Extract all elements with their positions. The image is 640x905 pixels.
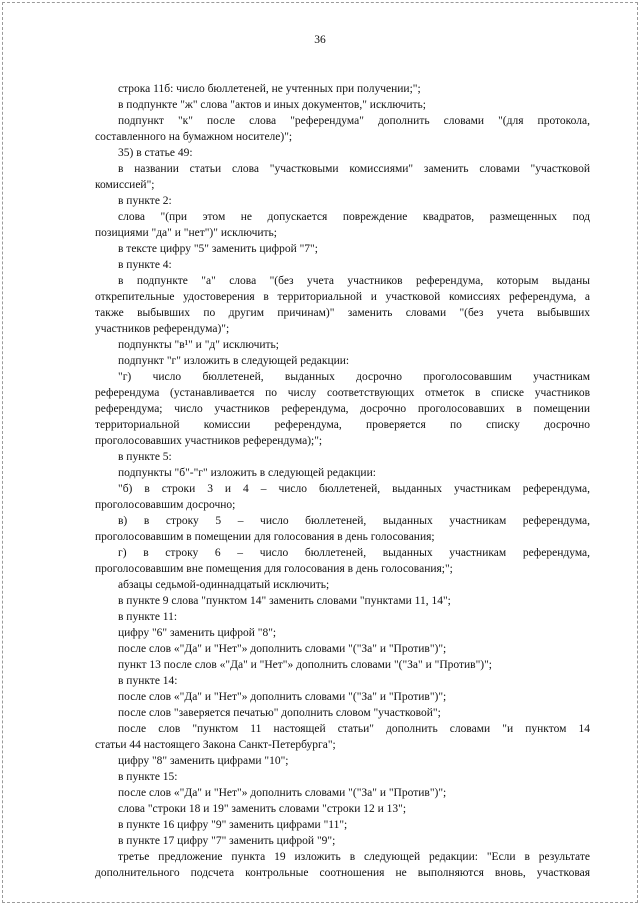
text-line: цифру "8" заменить цифрами "10";	[118, 755, 289, 767]
text-line: в подпункте "ж" слова "актов и иных документов," исключить;	[118, 99, 426, 111]
text-line: после слов "пунктом 11 настоящей статьи" дополнить словами "и пунктом 14	[118, 723, 590, 735]
text-line: в пункте 4:	[118, 259, 172, 271]
text-line: подпункты "б"-"г" изложить в следующей редакции:	[118, 467, 376, 479]
text-line: после слов "заверяется печатью" дополнить словом "участковой";	[118, 707, 441, 719]
text-line: подпункт "г" изложить в следующей редакции:	[118, 355, 350, 367]
text-line: абзацы седьмой-одиннадцатый исключить;	[118, 579, 330, 591]
text-line: проголосовавшим в помещении для голосования в день голосования;	[95, 531, 435, 543]
text-line: открепительные удостоверения в территориальной и участковой комиссиях референдума, а	[95, 291, 590, 303]
text-line: составленного на бумажном носителе)";	[95, 131, 293, 143]
text-line: статьи 44 настоящего Закона Санкт-Петербурга";	[95, 739, 336, 751]
text-line: в пункте 11:	[118, 611, 178, 623]
text-line: проголосовавшим вне помещения для голосования в день голосования;";	[95, 563, 453, 575]
text-line: в пункте 16 цифру "9" заменить цифрами "11";	[118, 819, 348, 831]
text-line: г) в строку 6 – число бюллетеней, выданных участникам референдума,	[118, 547, 590, 559]
text-line: после слов «"Да" и "Нет"» дополнить словами "("За" и "Против")";	[118, 691, 447, 703]
text-line: в названии статьи слова "участковыми комиссиями" заменить словами "участковой	[118, 163, 590, 175]
text-line: пункт 13 после слов «"Да" и "Нет"» дополнить словами "("За" и "Против")";	[118, 659, 493, 671]
text-line: в тексте цифру "5" заменить цифрой "7";	[118, 243, 318, 255]
text-line: участников референдума)";	[95, 323, 230, 335]
text-line: также выбывших по другим причинам)" заменить словами "(без учета выбывших	[95, 307, 590, 319]
text-line: в пункте 17 цифру "7" заменить цифрой "9";	[118, 835, 336, 847]
text-line: слова "строки 18 и 19" заменить словами "строки 12 и 13";	[118, 803, 407, 815]
text-line: цифру "6" заменить цифрой "8";	[118, 627, 277, 639]
page-number: 36	[314, 34, 326, 46]
text-line: в подпункте "а" слова "(без учета участников референдума, которым выданы	[118, 275, 590, 287]
text-line: слова "(при этом не допускается повреждение квадратов, размещенных под	[118, 211, 590, 223]
text-line: после слов «"Да" и "Нет"» дополнить словами "("За" и "Против")";	[118, 787, 447, 799]
text-line: комиссией";	[95, 179, 155, 191]
text-line: в пункте 9 слова "пунктом 14" заменить словами "пунктами 11, 14";	[118, 595, 451, 607]
text-line: позициями "да" и "нет")" исключить;	[95, 227, 277, 239]
text-line: в) в строку 5 – число бюллетеней, выданных участникам референдума,	[118, 515, 590, 527]
text-line: в пункте 14:	[118, 675, 178, 687]
text-line: в пункте 15:	[118, 771, 178, 783]
text-line: референдума (устанавливается по числу соответствующих отметок в списке участников	[95, 387, 590, 399]
text-line: третье предложение пункта 19 изложить в следующей редакции: "Если в результате	[118, 851, 590, 863]
text-line: референдума; число участников референдума, досрочно проголосовавших в помещении	[95, 403, 590, 415]
text-line: строка 11б: число бюллетеней, не учтенных при получении;";	[118, 83, 421, 95]
text-line: в пункте 2:	[118, 195, 172, 207]
text-line: после слов «"Да" и "Нет"» дополнить словами "("За" и "Против")";	[118, 643, 447, 655]
text-line: проголосовавшим досрочно;	[95, 499, 236, 511]
text-line: проголосовавших участников референдума);";	[95, 435, 323, 447]
document-body	[95, 81, 590, 881]
text-line: территориальной комиссии референдума, проверяется по списку досрочно	[95, 419, 590, 431]
text-line: подпункт "к" после слова "референдума" дополнить словами "(для протокола,	[118, 115, 590, 127]
text-line: "г) число бюллетеней, выданных досрочно проголосовавшим участникам	[118, 371, 590, 383]
text-line: подпункты "в¹" и "д" исключить;	[118, 339, 279, 351]
text-line: "б) в строки 3 и 4 – число бюллетеней, выданных участникам референдума,	[118, 483, 590, 495]
text-line: в пункте 5:	[118, 451, 172, 463]
text-line: 35) в статье 49:	[118, 147, 193, 159]
text-line: дополнительного подсчета контрольные соотношения не выполняются вновь, участковая	[95, 867, 590, 879]
